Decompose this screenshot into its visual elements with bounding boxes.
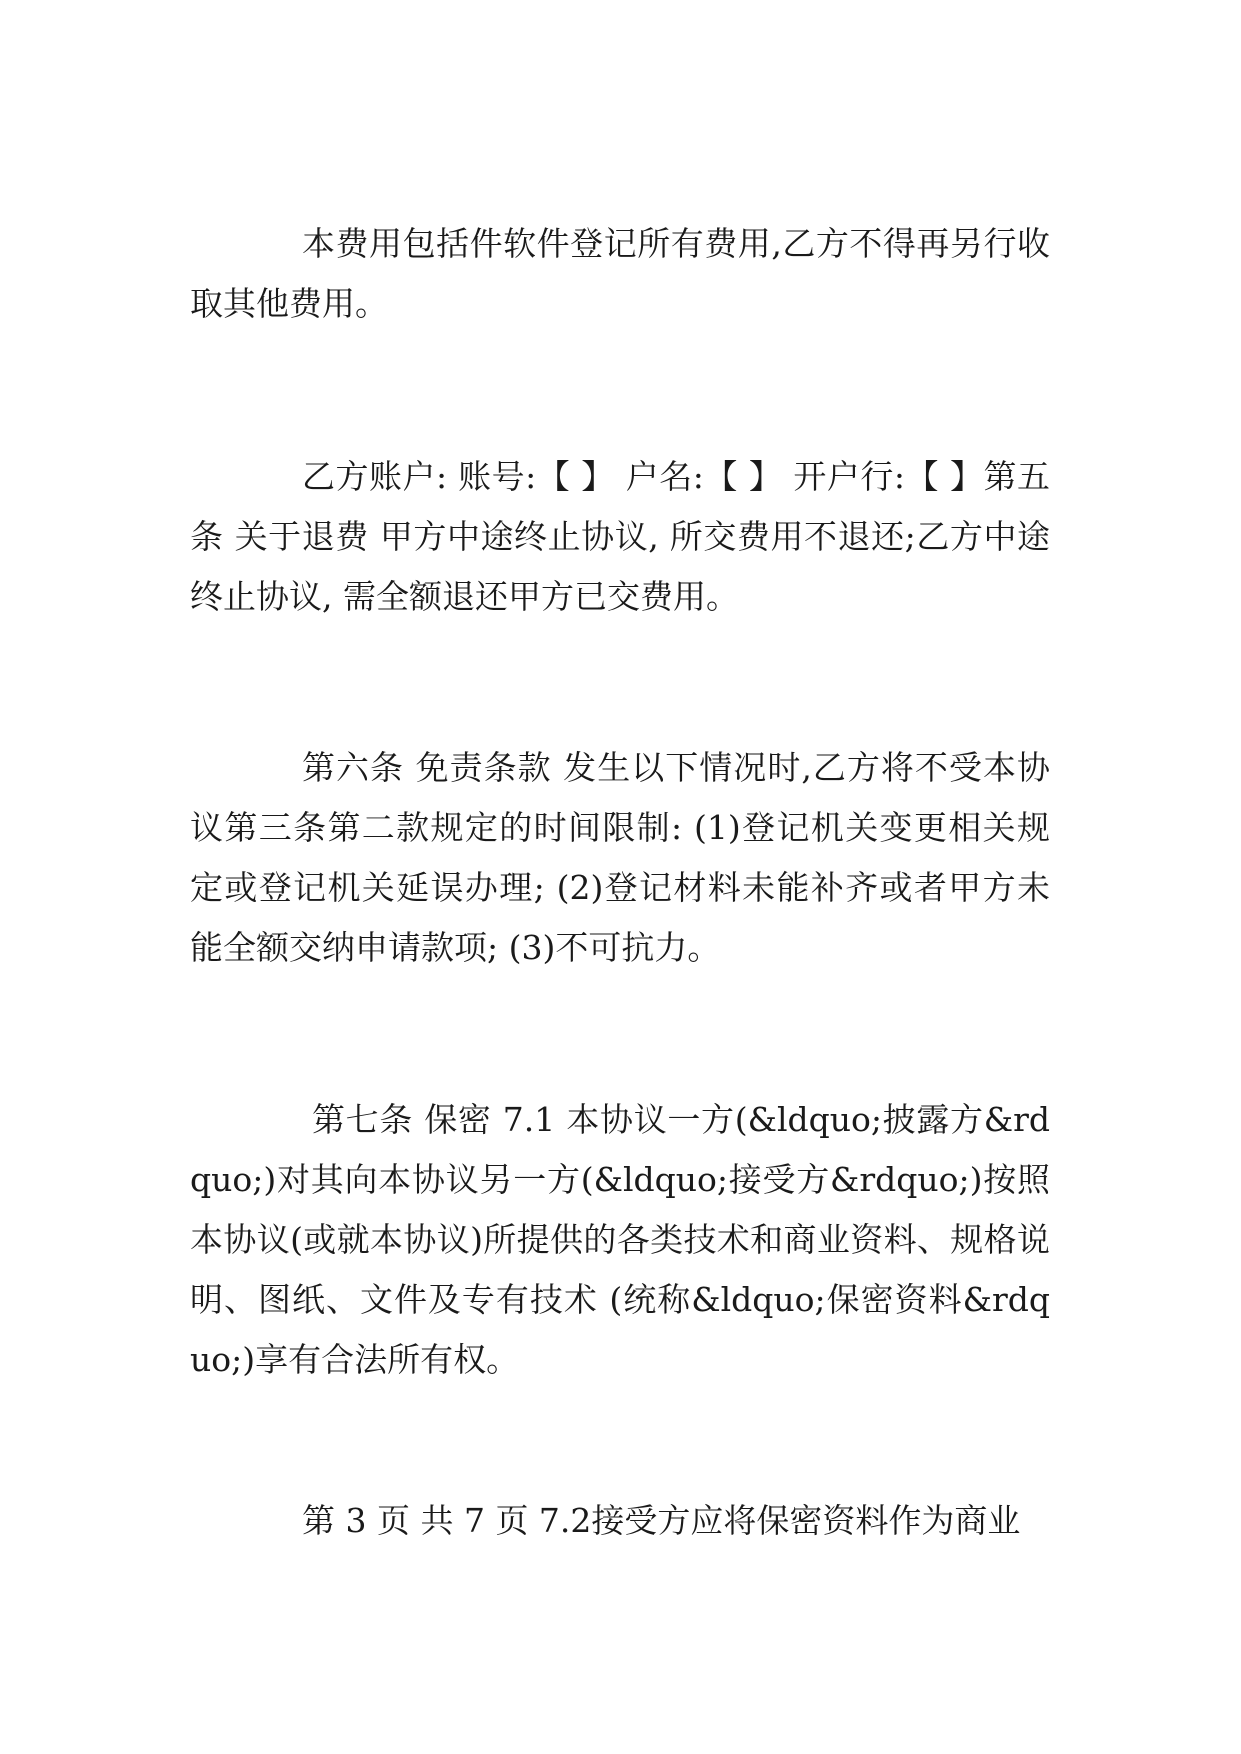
paragraph-fee-inclusion: 本费用包括件软件登记所有费用,乙方不得再另行收取其他费用。 [190,224,1050,323]
paragraph-confidentiality: 第七条 保密 7.1 本协议一方(&ldquo;披露方&rdquo;)对其向本协议另一方(&ldquo;接受方&rdquo;)按照本协议(或就本协议)所提供的各类技术和商业资料、规格说明、图纸、文件及专有技术 (统称&ldquo;保密资料&rdquo;)享有合法所有权。 [190,1100,1050,1379]
paragraph-page-footer-continuation: 第 3 页 共 7 页 7.2接受方应将保密资料作为商业 [302,1501,1021,1540]
paragraph-exemption-clause: 第六条 免责条款 发生以下情况时,乙方将不受本协议第三条第二款规定的时间限制: (1)登记机关变更相关规定或登记机关延误办理; (2)登记材料未能补齐或者甲方未能全额交纳申请款项; (3)不可抗力。 [190,748,1050,967]
paragraph-account-and-refund: 乙方账户: 账号:【 】 户名:【 】 开户行:【 】第五条 关于退费 甲方中途终止协议, 所交费用不退还;乙方中途终止协议, 需全额退还甲方已交费用。 [190,457,1050,616]
